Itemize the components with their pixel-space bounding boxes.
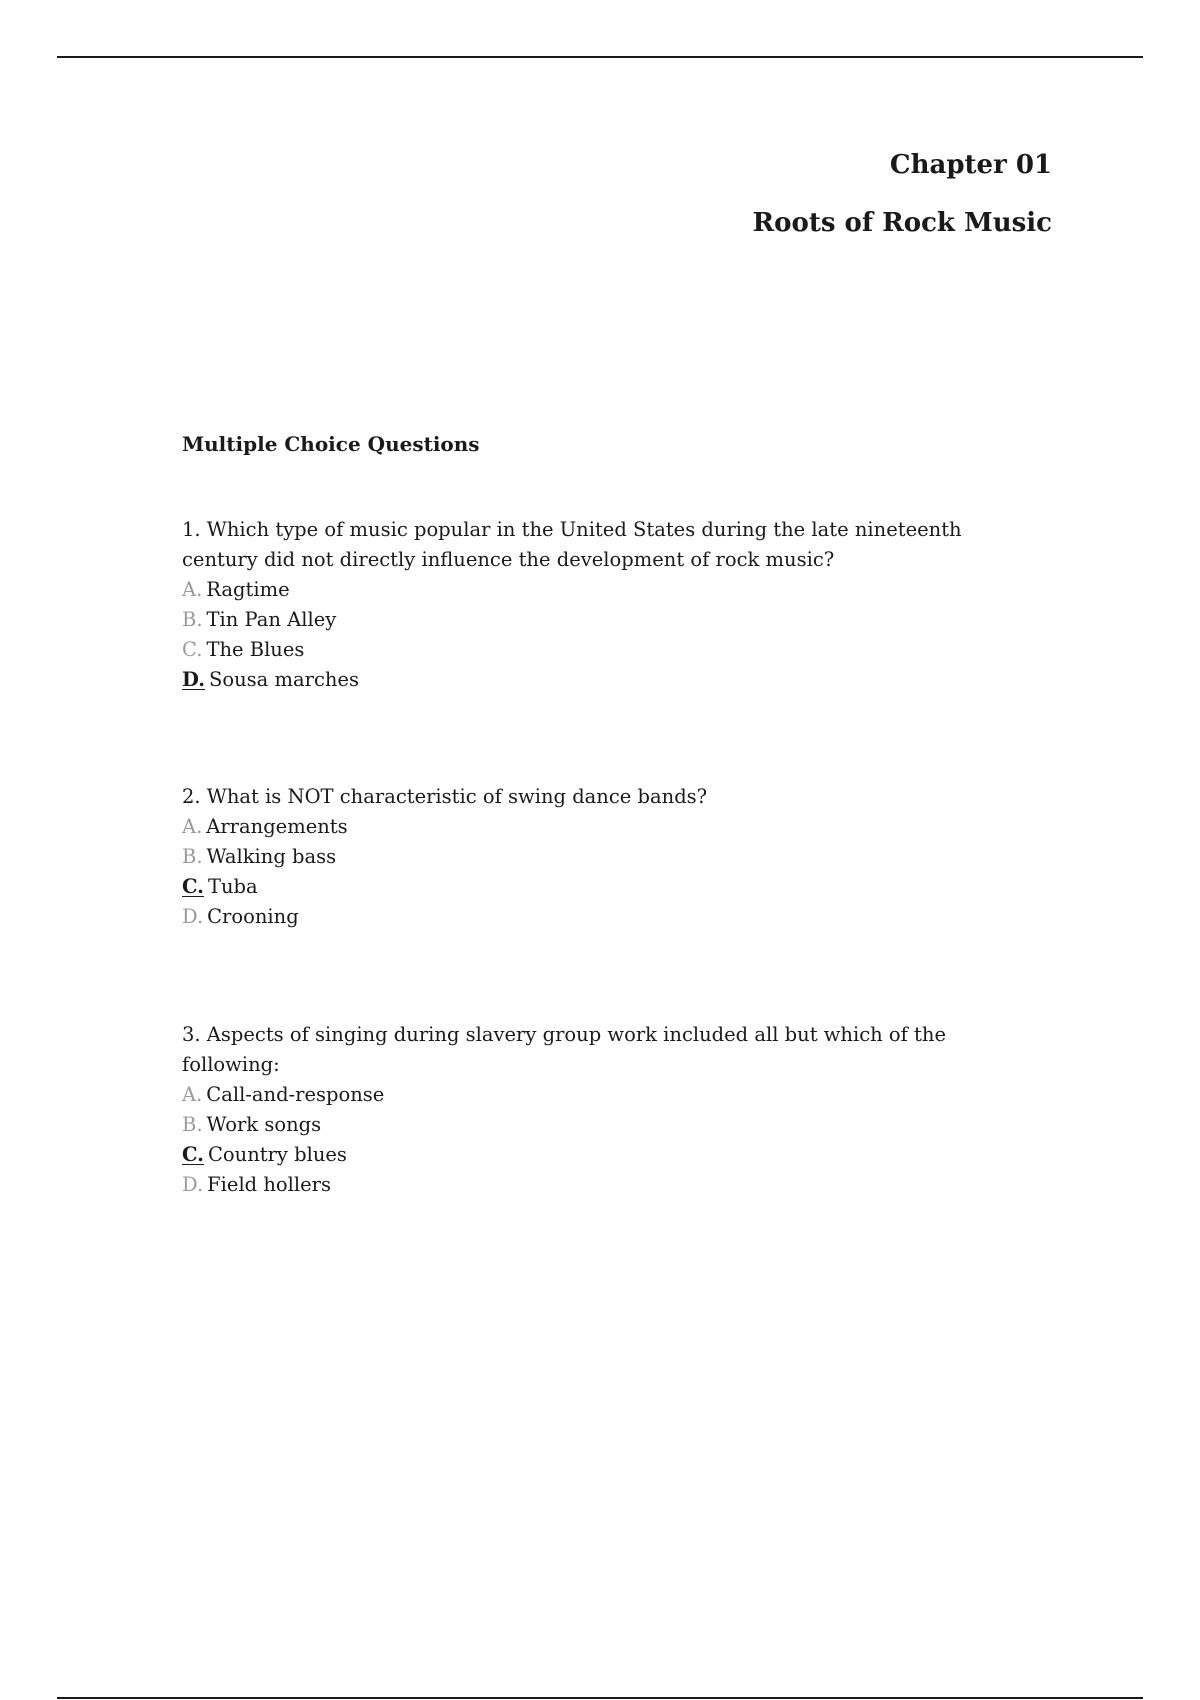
option-letter: B.: [182, 608, 203, 631]
option-text: Field hollers: [207, 1173, 332, 1196]
option-d: [182, 1170, 1042, 1200]
section-title: Multiple Choice Questions: [182, 432, 480, 456]
option-list: [182, 812, 1042, 932]
option-c: [182, 872, 1042, 902]
option-text: Walking bass: [206, 845, 337, 868]
option-text: The Blues: [206, 638, 305, 661]
option-text: Ragtime: [206, 578, 290, 601]
option-letter: A.: [182, 815, 203, 838]
option-a: [182, 575, 1042, 605]
chapter-number: Chapter 01: [889, 150, 1052, 180]
question-2: [182, 782, 1042, 932]
option-letter: D.: [182, 1173, 204, 1196]
option-letter: D.: [182, 668, 206, 691]
option-letter: A.: [182, 1083, 203, 1106]
option-letter: C.: [182, 875, 204, 898]
question-1: [182, 515, 1042, 695]
option-c: [182, 635, 1042, 665]
option-d: [182, 902, 1042, 932]
question-text: 3. Aspects of singing during slavery group work included all but which of the following:: [182, 1023, 946, 1076]
option-text: Call-and-response: [206, 1083, 385, 1106]
option-list: [182, 575, 1042, 695]
option-c: [182, 1140, 1042, 1170]
chapter-title: Roots of Rock Music: [752, 208, 1052, 238]
option-a: [182, 1080, 1042, 1110]
option-a: [182, 812, 1042, 842]
option-letter: A.: [182, 578, 203, 601]
option-text: Sousa marches: [209, 668, 359, 691]
bottom-divider: [57, 1697, 1143, 1699]
option-letter: C.: [182, 1143, 204, 1166]
option-list: [182, 1080, 1042, 1200]
option-text: Tuba: [207, 875, 258, 898]
option-letter: B.: [182, 1113, 203, 1136]
option-text: Crooning: [207, 905, 299, 928]
option-text: Work songs: [206, 1113, 322, 1136]
option-d: [182, 665, 1042, 695]
option-letter: D.: [182, 905, 204, 928]
option-letter: C.: [182, 638, 203, 661]
option-text: Arrangements: [206, 815, 348, 838]
option-text: Tin Pan Alley: [206, 608, 337, 631]
top-divider: [57, 56, 1143, 58]
option-letter: B.: [182, 845, 203, 868]
option-b: [182, 1110, 1042, 1140]
question-text: 2. What is NOT characteristic of swing dance bands?: [182, 785, 708, 808]
question-text: 1. Which type of music popular in the United States during the late nineteenth century did not directly influence the development of rock music?: [182, 518, 962, 571]
option-text: Country blues: [207, 1143, 347, 1166]
question-3: [182, 1020, 1042, 1200]
option-b: [182, 842, 1042, 872]
option-b: [182, 605, 1042, 635]
